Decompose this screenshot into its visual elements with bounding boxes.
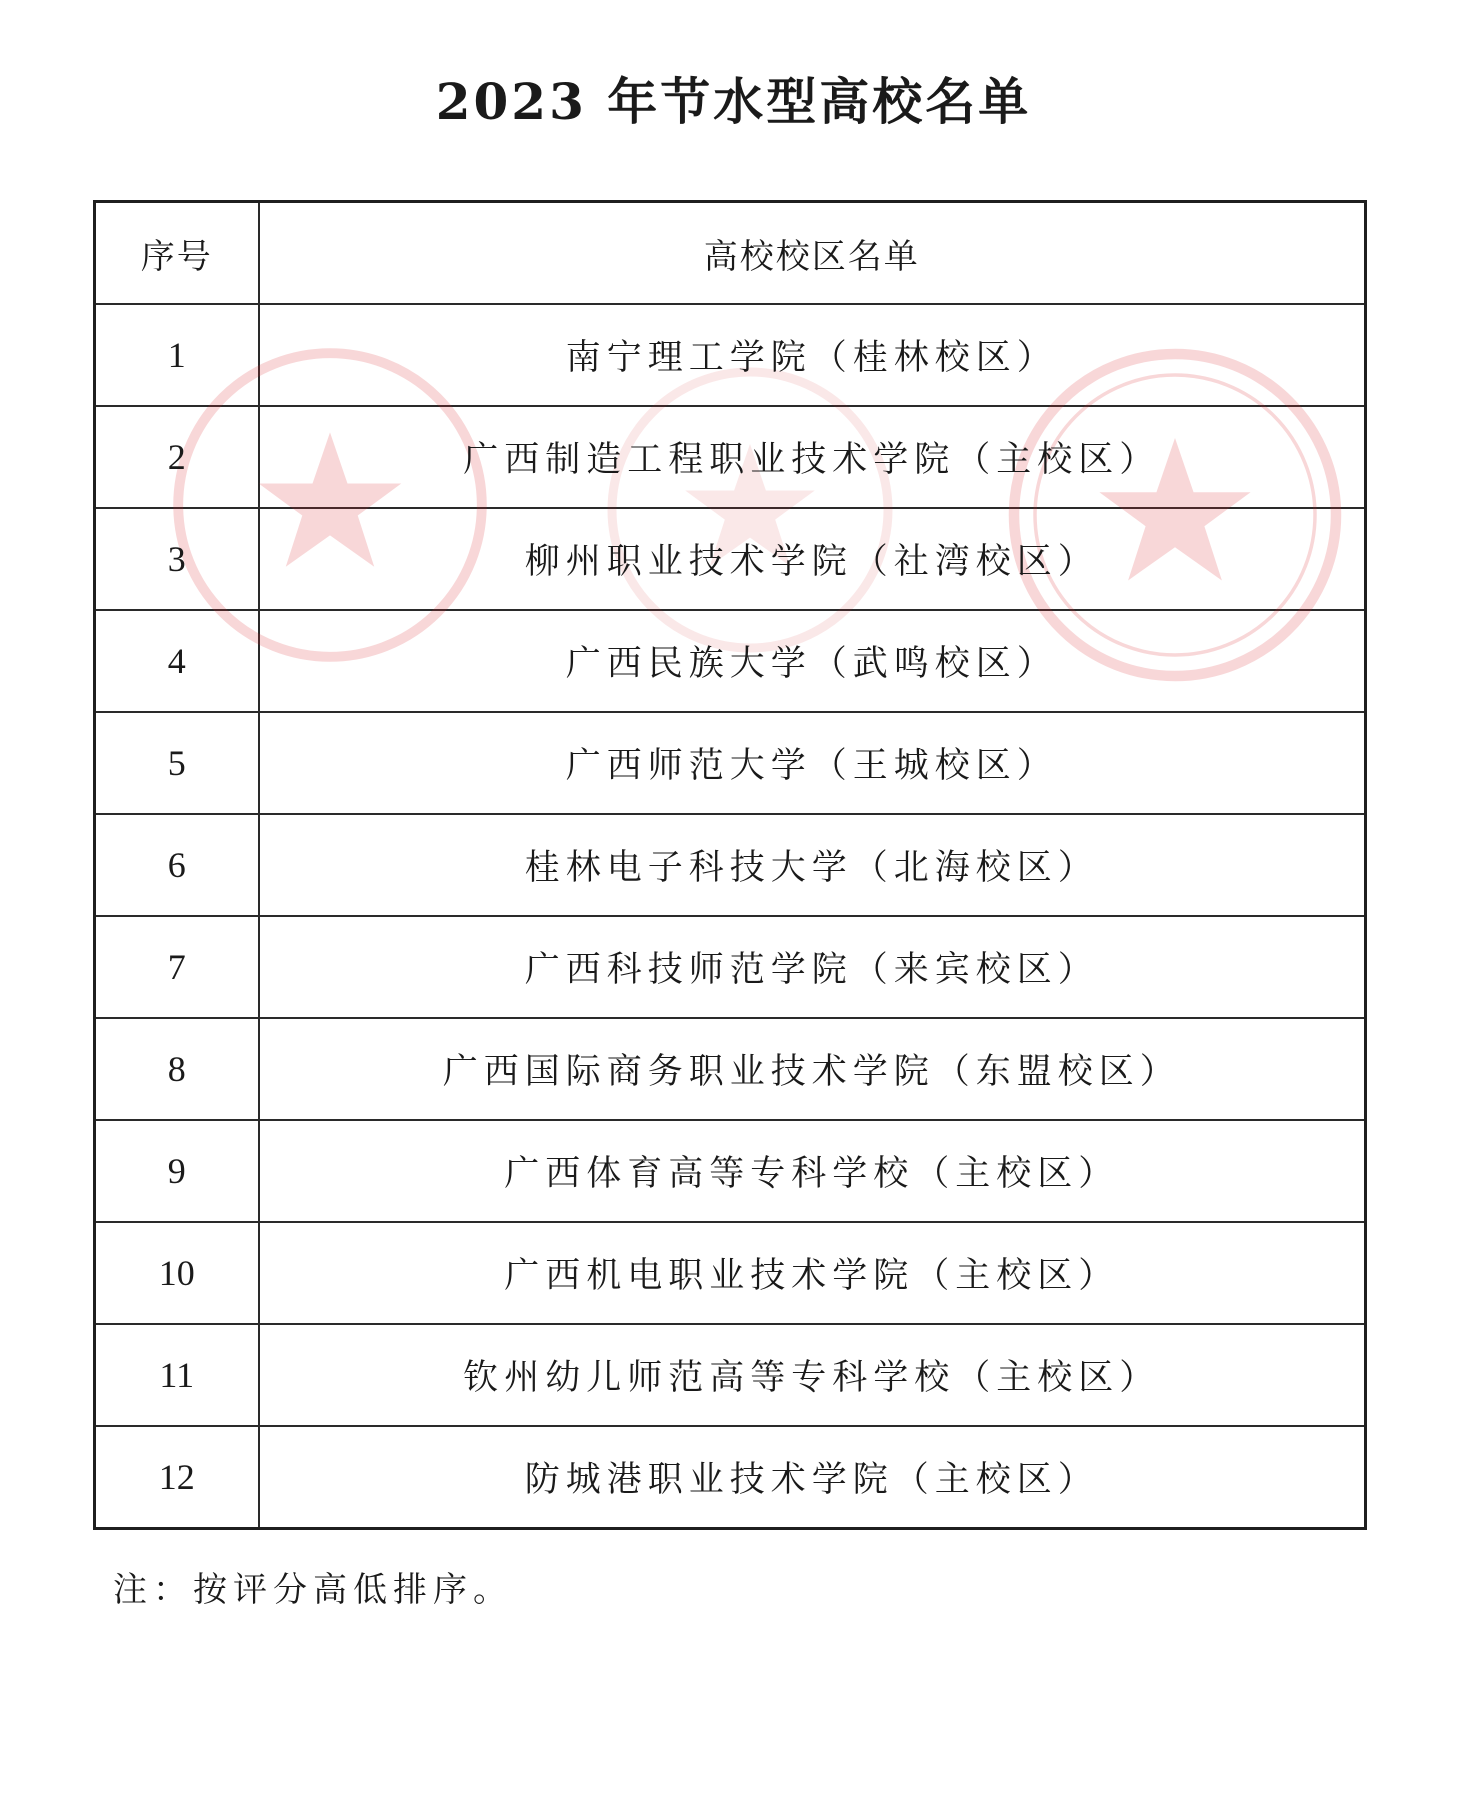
table-row xyxy=(95,304,1366,406)
row-university-name: 桂林电子科技大学（北海校区） xyxy=(259,814,1366,916)
row-seq: 6 xyxy=(95,814,259,916)
footnote: 注：按评分高低排序。 xyxy=(113,1570,513,1610)
row-university-name: 钦州幼儿师范高等专科学校（主校区） xyxy=(259,1324,1366,1426)
row-university-name: 广西制造工程职业技术学院（主校区） xyxy=(259,406,1366,508)
row-university-name: 广西国际商务职业技术学院（东盟校区） xyxy=(259,1018,1366,1120)
table-row xyxy=(95,508,1366,610)
university-list-table-wrapper xyxy=(93,200,1364,1530)
table-row xyxy=(95,1018,1366,1120)
table-row xyxy=(95,1324,1366,1426)
header-name: 高校校区名单 xyxy=(259,202,1366,305)
row-university-name: 广西科技师范学院（来宾校区） xyxy=(259,916,1366,1018)
table-row xyxy=(95,610,1366,712)
row-university-name: 广西师范大学（王城校区） xyxy=(259,712,1366,814)
row-seq: 4 xyxy=(95,610,259,712)
row-university-name: 南宁理工学院（桂林校区） xyxy=(259,304,1366,406)
row-seq: 8 xyxy=(95,1018,259,1120)
row-university-name: 广西体育高等专科学校（主校区） xyxy=(259,1120,1366,1222)
table-row xyxy=(95,406,1366,508)
row-university-name: 广西机电职业技术学院（主校区） xyxy=(259,1222,1366,1324)
row-seq: 12 xyxy=(95,1426,259,1529)
row-seq: 1 xyxy=(95,304,259,406)
row-seq: 7 xyxy=(95,916,259,1018)
row-seq: 10 xyxy=(95,1222,259,1324)
table-row xyxy=(95,814,1366,916)
row-seq: 3 xyxy=(95,508,259,610)
header-seq: 序号 xyxy=(95,202,259,305)
table-header-row xyxy=(95,202,1366,305)
row-university-name: 柳州职业技术学院（社湾校区） xyxy=(259,508,1366,610)
table-row xyxy=(95,1426,1366,1529)
table-row xyxy=(95,1120,1366,1222)
row-seq: 11 xyxy=(95,1324,259,1426)
table-row xyxy=(95,712,1366,814)
university-list-table xyxy=(93,200,1367,1530)
table-row xyxy=(95,916,1366,1018)
table-row xyxy=(95,1222,1366,1324)
row-seq: 2 xyxy=(95,406,259,508)
row-university-name: 广西民族大学（武鸣校区） xyxy=(259,610,1366,712)
row-seq: 5 xyxy=(95,712,259,814)
row-seq: 9 xyxy=(95,1120,259,1222)
page-title: 2023 年节水型高校名单 xyxy=(435,72,1032,131)
row-university-name: 防城港职业技术学院（主校区） xyxy=(259,1426,1366,1529)
